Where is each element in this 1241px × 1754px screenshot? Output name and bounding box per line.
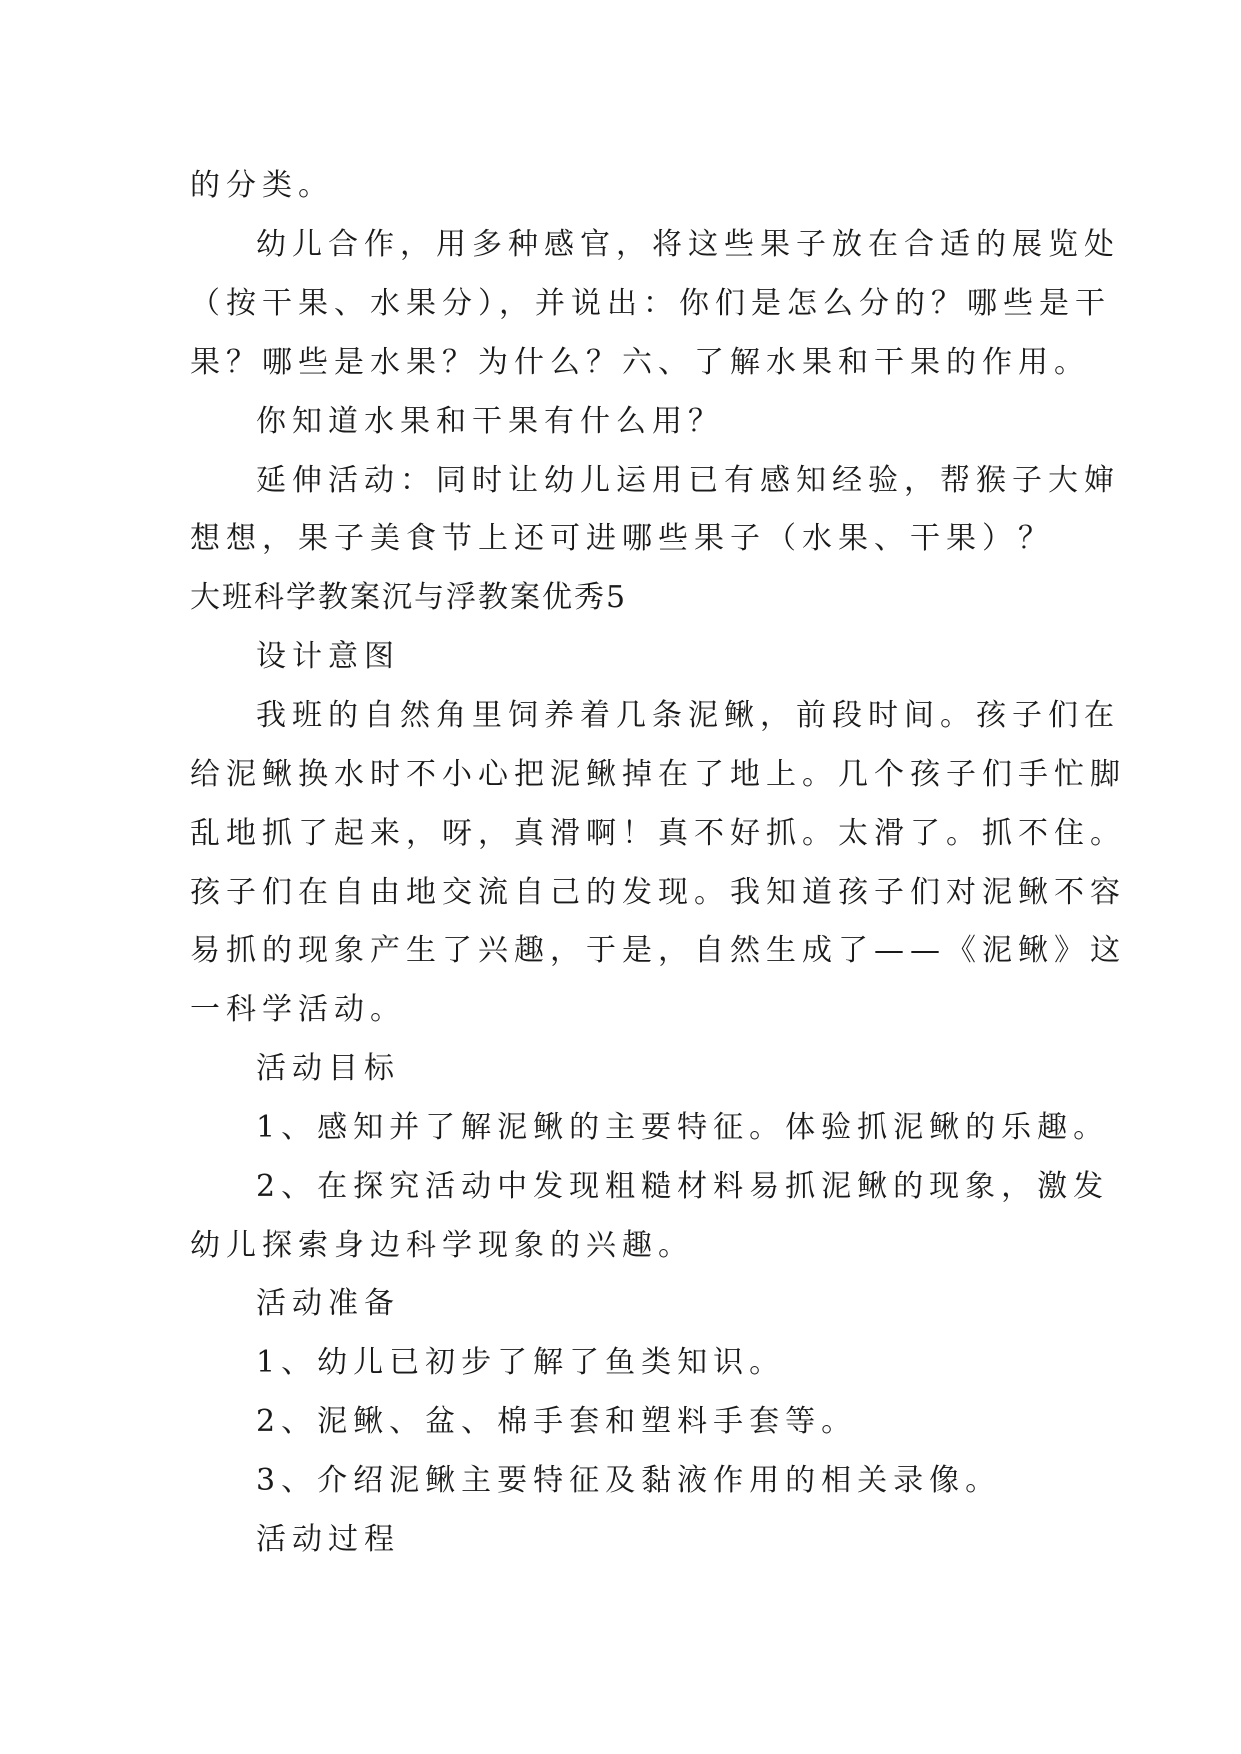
list-item: 1、感知并了解泥鳅的主要特征。体验抓泥鳅的乐趣。 (256, 1110, 1110, 1145)
subsection-heading: 设计意图 (256, 639, 400, 674)
paragraph-line: 孩子们在自由地交流自己的发现。我知道孩子们对泥鳅不容 (190, 875, 1126, 910)
paragraph-line: （按干果、水果分），并说出：你们是怎么分的？哪些是干 (190, 286, 1111, 321)
list-item: 1、幼儿已初步了解了鱼类知识。 (256, 1345, 786, 1380)
list-item: 2、泥鳅、盆、棉手套和塑料手套等。 (256, 1404, 858, 1439)
paragraph-line: 幼儿合作，用多种感官，将这些果子放在合适的展览处 (256, 227, 1120, 262)
paragraph-line: 果？哪些是水果？为什么？六、了解水果和干果的作用。 (190, 345, 1090, 380)
paragraph-line: 给泥鳅换水时不小心把泥鳅掉在了地上。几个孩子们手忙脚 (190, 757, 1126, 792)
paragraph-line: 延伸活动：同时让幼儿运用已有感知经验，帮猴子大婶 (256, 463, 1120, 498)
paragraph-line: 乱地抓了起来，呀，真滑啊！真不好抓。太滑了。抓不住。 (190, 816, 1126, 851)
paragraph-line: 想想，果子美食节上还可进哪些果子（水果、干果）？ (190, 521, 1054, 556)
paragraph-line: 幼儿探索身边科学现象的兴趣。 (190, 1228, 694, 1263)
paragraph-line: 你知道水果和干果有什么用？ (256, 404, 724, 439)
paragraph-line: 一科学活动。 (190, 992, 406, 1027)
subsection-heading: 活动过程 (256, 1522, 400, 1557)
list-item: 2、在探究活动中发现粗糙材料易抓泥鳅的现象，激发 (256, 1169, 1110, 1204)
list-item: 3、介绍泥鳅主要特征及黏液作用的相关录像。 (256, 1463, 1002, 1498)
paragraph-line: 易抓的现象产生了兴趣，于是，自然生成了——《泥鳅》这 (190, 933, 1126, 968)
section-title: 大班科学教案沉与浮教案优秀5 (190, 580, 628, 615)
paragraph-line: 的分类。 (190, 168, 334, 203)
paragraph-line: 我班的自然角里饲养着几条泥鳅，前段时间。孩子们在 (256, 698, 1120, 733)
subsection-heading: 活动准备 (256, 1286, 400, 1321)
subsection-heading: 活动目标 (256, 1051, 400, 1086)
